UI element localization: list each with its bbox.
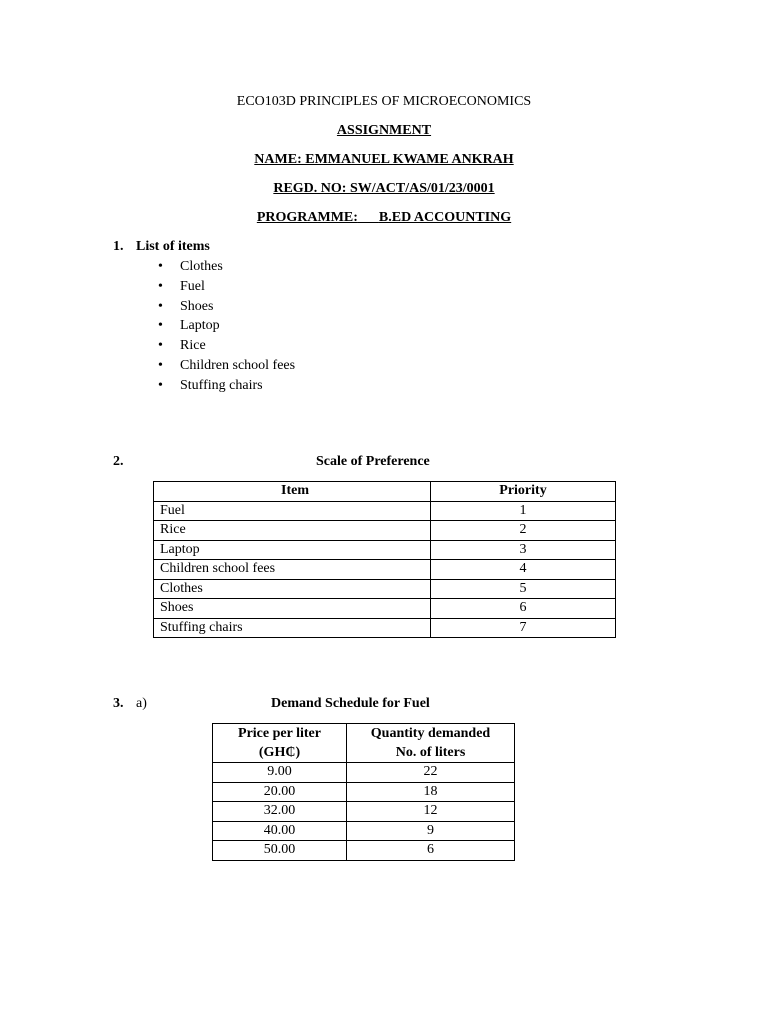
quantity-cell: 9	[347, 821, 515, 841]
list-item-label: Fuel	[180, 278, 205, 294]
list-item	[158, 297, 295, 317]
column-header-priority: Priority	[431, 482, 616, 502]
list-item	[158, 356, 295, 376]
table-row	[154, 501, 616, 521]
table-row	[213, 782, 515, 802]
list-item	[158, 336, 295, 356]
item-cell: Children school fees	[154, 560, 431, 580]
demand-schedule-table	[212, 723, 515, 861]
priority-cell: 6	[431, 599, 616, 619]
programme-text	[257, 210, 511, 225]
quantity-cell: 22	[347, 763, 515, 783]
priority-cell: 7	[431, 618, 616, 638]
quantity-cell: 18	[347, 782, 515, 802]
bullet-icon: •	[158, 298, 163, 314]
priority-cell: 3	[431, 540, 616, 560]
header-line: No. of liters	[395, 745, 466, 760]
list-item	[158, 257, 295, 277]
table-row	[154, 579, 616, 599]
column-header-quantity	[347, 724, 515, 763]
section3-title: Demand Schedule for Fuel	[271, 696, 430, 711]
list-item-label: Shoes	[180, 298, 214, 314]
section1-title: List of items	[136, 239, 210, 254]
programme-value: B.ED ACCOUNTING	[378, 210, 512, 225]
price-cell: 50.00	[213, 841, 347, 861]
list-item	[158, 376, 295, 396]
price-cell: 40.00	[213, 821, 347, 841]
header-line: (GH₵)	[258, 745, 301, 760]
bullet-icon: •	[158, 338, 163, 354]
course-title: ECO103D PRINCIPLES OF MICROECONOMICS	[236, 94, 532, 109]
list-item-label: Rice	[180, 338, 206, 354]
priority-cell: 1	[431, 501, 616, 521]
table-row	[213, 841, 515, 861]
bullet-icon: •	[158, 259, 163, 274]
item-cell: Clothes	[154, 579, 431, 599]
item-cell: Shoes	[154, 599, 431, 619]
price-cell: 32.00	[213, 802, 347, 822]
bullet-icon: •	[158, 318, 163, 334]
header-line: Price per liter	[238, 726, 321, 741]
regd-line	[0, 180, 768, 198]
priority-cell: 4	[431, 560, 616, 580]
section3-sub: a)	[136, 696, 147, 711]
items-list	[158, 257, 295, 396]
section2-number: 2.	[113, 454, 124, 469]
bullet-icon: •	[158, 377, 163, 393]
price-cell: 9.00	[213, 763, 347, 783]
programme-label: PROGRAMME:	[256, 210, 358, 225]
list-item-label: Clothes	[180, 259, 223, 274]
table-row	[154, 540, 616, 560]
header-line: Quantity demanded	[370, 726, 491, 741]
list-item	[158, 316, 295, 336]
list-item-label: Children school fees	[180, 357, 296, 373]
column-header-price	[213, 724, 347, 763]
section1-number: 1.	[113, 239, 124, 254]
programme-line	[0, 209, 768, 227]
assignment-heading: ASSIGNMENT	[336, 123, 432, 138]
preference-table	[153, 481, 616, 638]
table-row	[154, 521, 616, 541]
item-cell: Stuffing chairs	[154, 618, 431, 638]
column-header-item: Item	[154, 482, 431, 502]
registration-number: REGD. NO: SW/ACT/AS/01/23/0001	[273, 181, 495, 196]
bullet-icon: •	[158, 357, 163, 373]
section3-number: 3.	[113, 696, 124, 711]
priority-cell: 2	[431, 521, 616, 541]
table-row	[213, 802, 515, 822]
section2-title: Scale of Preference	[316, 454, 430, 469]
list-item-label: Stuffing chairs	[180, 377, 263, 393]
table-row	[154, 599, 616, 619]
table-header-row	[154, 482, 616, 502]
item-cell: Fuel	[154, 501, 431, 521]
table-row	[154, 560, 616, 580]
table-row	[213, 821, 515, 841]
table-header-row	[213, 724, 515, 763]
table-row	[213, 763, 515, 783]
assignment-line	[0, 122, 768, 140]
list-item-label: Laptop	[180, 318, 220, 334]
price-cell: 20.00	[213, 782, 347, 802]
item-cell: Laptop	[154, 540, 431, 560]
quantity-cell: 12	[347, 802, 515, 822]
table-row	[154, 618, 616, 638]
name-line	[0, 151, 768, 169]
bullet-icon: •	[158, 278, 163, 294]
item-cell: Rice	[154, 521, 431, 541]
priority-cell: 5	[431, 579, 616, 599]
student-name: NAME: EMMANUEL KWAME ANKRAH	[254, 152, 514, 167]
list-item	[158, 277, 295, 297]
quantity-cell: 6	[347, 841, 515, 861]
